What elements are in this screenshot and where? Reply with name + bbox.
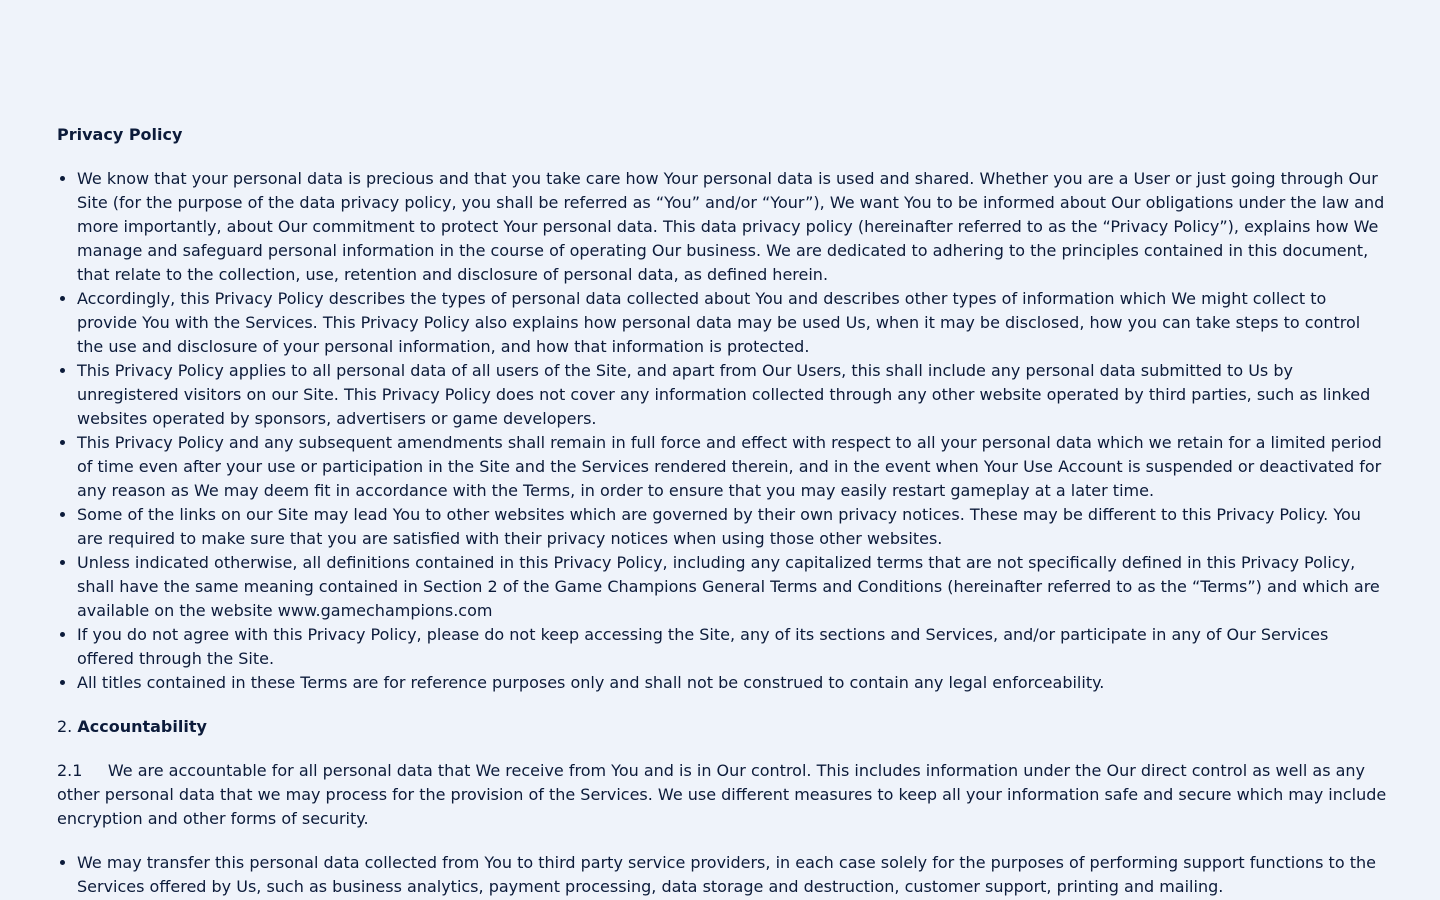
section-number: 2. [57,717,78,736]
section-title: Accountability [77,717,207,736]
list-item: • Accordingly, this Privacy Policy describes the types of personal data collected about You and describes other types of information which We might collect to provide You with the Services. This Privacy Policy also explains how personal data may be used Us, when it may be disclosed, how you can take steps to control the use and disclosure of your personal information, and how that information is protected. [77,287,1387,359]
list-item: • We may transfer this personal data collected from You to third party service providers, in each case solely for the purposes of performing support functions to the Services offered by Us, such as business analytics, payment processing, data storage and destruction, customer support, printing and mailing. [77,851,1387,899]
intro-list [57,167,1387,695]
policy-document [57,123,1392,899]
list-item: • This Privacy Policy and any subsequent amendments shall remain in full force and effect with respect to all your personal data which we retain for a limited period of time even after your use or participation in the Site and the Services rendered therein, and in the event when Your Use Account is suspended or deactivated for any reason as We may deem fit in accordance with the Terms, in order to ensure that you may easily restart gameplay at a later time. [77,431,1387,503]
list-item: • Unless indicated otherwise, all definitions contained in this Privacy Policy, including any capitalized terms that are not specifically defined in this Privacy Policy, shall have the same meaning contained in Section 2 of the Game Champions General Terms and Conditions (hereinafter referred to as the “Terms”) and which are available on the website www.gamechampions.com [77,551,1387,623]
list-item: • All titles contained in these Terms are for reference purposes only and shall not be construed to contain any legal enforceability. [77,671,1387,695]
section-heading [57,715,1387,739]
list-item: • Some of the links on our Site may lead You to other websites which are governed by their own privacy notices. These may be different to this Privacy Policy. You are required to make sure that you are satisfied with their privacy notices when using those other websites. [77,503,1387,551]
section2-list [57,851,1387,899]
list-item: • If you do not agree with this Privacy Policy, please do not keep accessing the Site, any of its sections and Services, and/or participate in any of Our Services offered through the Site. [77,623,1387,671]
list-item: • This Privacy Policy applies to all personal data of all users of the Site, and apart from Our Users, this shall include any personal data submitted to Us by unregistered visitors on our Site. This Privacy Policy does not cover any information collected through any other website operated by third parties, such as linked websites operated by sponsors, advertisers or game developers. [77,359,1387,431]
paragraph-2-1: 2.1 We are accountable for all personal data that We receive from You and is in Our control. This includes information under the Our direct control as well as any other personal data that we may process for the provision of the Services. We use different measures to keep all your information safe and secure which may include encryption and other forms of security. [57,761,1392,828]
list-item: • We know that your personal data is precious and that you take care how Your personal data is used and shared. Whether you are a User or just going through Our Site (for the purpose of the data privacy policy, you shall be referred as “You” and/or “Your”), We want You to be informed about Our obligations under the law and more importantly, about Our commitment to protect Your personal data. This data privacy policy (hereinafter referred to as the “Privacy Policy”), explains how We manage and safeguard personal information in the course of operating Our business. We are dedicated to adhering to the principles contained in this document, that relate to the collection, use, retention and disclosure of personal data, as defined herein. [77,167,1387,287]
page-title: Privacy Policy [57,125,183,144]
